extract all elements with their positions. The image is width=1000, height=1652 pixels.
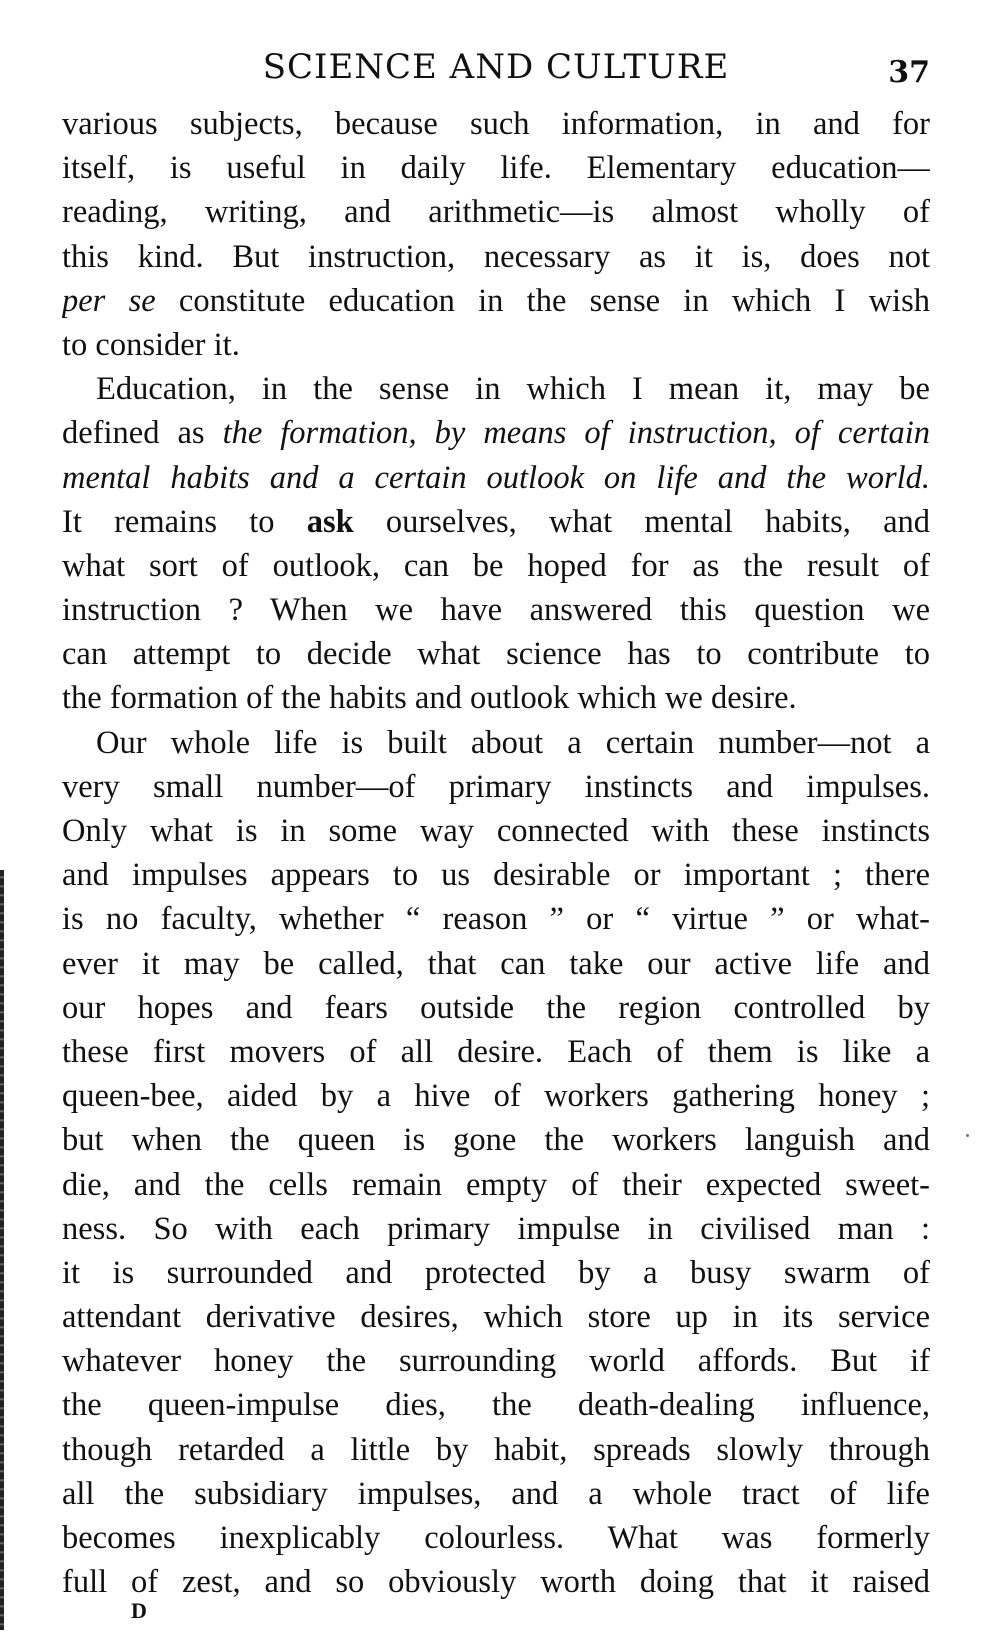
text-line: these first movers of all desire. Each of them is like a (62, 1033, 930, 1070)
text-line: very small number—of primary instincts and impulses. (62, 768, 930, 805)
text-run: defined as (62, 415, 223, 452)
text-line: reading, writing, and arithmetic—is almost wholly of (62, 194, 930, 231)
text-line: full of zest, and so obviously worth doing that it raised (62, 1564, 930, 1601)
printer-signature-mark: D (131, 1598, 147, 1623)
text-line: various subjects, because such information, in and for (62, 106, 930, 142)
text-line: the formation of the habits and outlook which we desire. (62, 680, 797, 717)
text-line: our hopes and fears outside the region controlled by (62, 989, 930, 1026)
text-line: and impulses appears to us desirable or important ; there (62, 857, 930, 894)
page-number: 37 (888, 55, 930, 90)
scanned-binding-edge (0, 870, 4, 1630)
running-header (62, 42, 930, 92)
text-line: what sort of outlook, can be hoped for as the result of (62, 547, 930, 584)
body-text (62, 102, 930, 1604)
text-line: to consider it. (62, 326, 240, 363)
text-run: constitute education in the sense in which I wish (155, 282, 930, 319)
text-line: die, and the cells remain empty of their expected sweet- (62, 1166, 930, 1203)
running-title: SCIENCE AND CULTURE (262, 47, 730, 87)
text-line: Only what is in some way connected with these instincts (62, 813, 930, 849)
italic-phrase: per se (62, 282, 156, 319)
text-line (62, 411, 930, 455)
text-line: it is surrounded and protected by a busy swarm of (62, 1254, 930, 1291)
bold-word: ask (306, 503, 354, 540)
text-line (62, 279, 930, 323)
text-run: ourselves, what mental habits, and (353, 503, 930, 540)
text-line: instruction ? When we have answered this question we (62, 592, 930, 629)
scan-speck (966, 1134, 969, 1137)
italic-definition: the formation, by means of instruction, of certain (222, 415, 930, 452)
paragraph-first-line: Our whole life is built about a certain number—not a (96, 724, 930, 761)
text-line (62, 500, 930, 544)
text-run: It remains to (62, 503, 307, 540)
text-line: ever it may be called, that can take our active life and (62, 945, 930, 982)
text-line: attendant derivative desires, which store up in its service (62, 1299, 930, 1336)
text-line: becomes inexplicably colourless. What was formerly (62, 1520, 930, 1556)
text-line: whatever honey the surrounding world affords. But if (62, 1343, 930, 1380)
text-line: is no faculty, whether “ reason ” or “ virtue ” or what- (62, 901, 930, 938)
text-line: but when the queen is gone the workers languish and (62, 1122, 930, 1159)
text-line: itself, is useful in daily life. Elementary education— (62, 150, 930, 187)
text-line: all the subsidiary impulses, and a whole tract of life (62, 1475, 930, 1512)
text-line: can attempt to decide what science has to contribute to (62, 636, 930, 673)
text-line: queen-bee, aided by a hive of workers gathering honey ; (62, 1078, 930, 1115)
paragraph-first-line: Education, in the sense in which I mean it, may be (96, 371, 930, 408)
text-line: though retarded a little by habit, spreads slowly through (62, 1431, 930, 1468)
italic-definition-line: mental habits and a certain outlook on life and the world. (62, 459, 930, 496)
text-line: ness. So with each primary impulse in civilised man : (62, 1210, 930, 1247)
text-line: the queen-impulse dies, the death-dealing influence, (62, 1387, 930, 1424)
text-line: this kind. But instruction, necessary as it is, does not (62, 238, 930, 275)
